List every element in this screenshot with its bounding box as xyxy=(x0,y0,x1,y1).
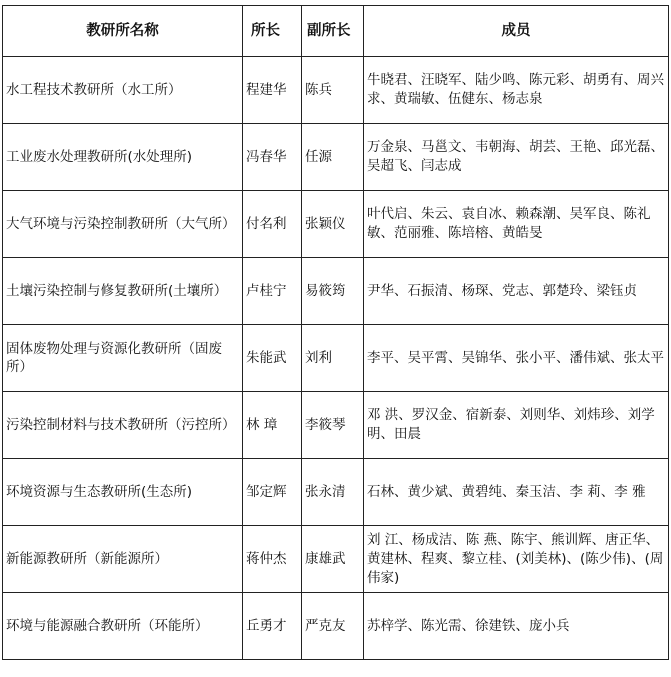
deputy-director: 陈兵 xyxy=(302,57,364,124)
director: 付名利 xyxy=(243,191,302,258)
table-row xyxy=(3,459,669,526)
director: 林 璋 xyxy=(243,392,302,459)
table-row xyxy=(3,526,669,593)
header-deputy-director: 副所长 xyxy=(302,6,364,57)
institute-name: 工业废水处理教研所(水处理所) xyxy=(3,124,243,191)
institute-name: 固体废物处理与资源化教研所（固废所） xyxy=(3,325,243,392)
institute-name: 环境资源与生态教研所(生态所) xyxy=(3,459,243,526)
institute-name: 新能源教研所（新能源所） xyxy=(3,526,243,593)
members: 石林、黄少斌、黄碧纯、秦玉洁、李 莉、李 雅 xyxy=(364,459,669,526)
research-institute-table xyxy=(2,5,669,660)
table-row xyxy=(3,392,669,459)
director: 朱能武 xyxy=(243,325,302,392)
director: 卢桂宁 xyxy=(243,258,302,325)
members: 邓 洪、罗汉金、宿新泰、刘则华、刘炜珍、刘学明、田晨 xyxy=(364,392,669,459)
header-director: 所长 xyxy=(243,6,302,57)
director: 程建华 xyxy=(243,57,302,124)
deputy-director: 易筱筠 xyxy=(302,258,364,325)
director: 邹定辉 xyxy=(243,459,302,526)
institute-name: 污染控制材料与技术教研所（污控所） xyxy=(3,392,243,459)
deputy-director: 张永清 xyxy=(302,459,364,526)
table-row xyxy=(3,258,669,325)
members: 苏梓学、陈光需、徐建铁、庞小兵 xyxy=(364,593,669,660)
members: 刘 江、杨成洁、陈 燕、陈宇、熊训辉、唐正华、黄建林、程爽、黎立桂、(刘美林)、(陈少伟)、(周伟家) xyxy=(364,526,669,593)
deputy-director: 刘利 xyxy=(302,325,364,392)
members: 万金泉、马邕文、韦朝海、胡芸、王艳、邱光磊、吴超飞、闫志成 xyxy=(364,124,669,191)
institute-name: 土壤污染控制与修复教研所(土壤所） xyxy=(3,258,243,325)
institute-name: 大气环境与污染控制教研所（大气所） xyxy=(3,191,243,258)
members: 尹华、石振清、杨琛、党志、郭楚玲、梁钰贞 xyxy=(364,258,669,325)
director: 丘勇才 xyxy=(243,593,302,660)
header-members: 成员 xyxy=(364,6,669,57)
members: 李平、吴平霄、吴锦华、张小平、潘伟斌、张太平 xyxy=(364,325,669,392)
director: 蒋仲杰 xyxy=(243,526,302,593)
deputy-director: 康雄武 xyxy=(302,526,364,593)
director: 冯春华 xyxy=(243,124,302,191)
deputy-director: 严克友 xyxy=(302,593,364,660)
deputy-director: 李筱琴 xyxy=(302,392,364,459)
institute-name: 环境与能源融合教研所（环能所） xyxy=(3,593,243,660)
table-row xyxy=(3,124,669,191)
institute-name: 水工程技术教研所（水工所） xyxy=(3,57,243,124)
members: 牛晓君、汪晓军、陆少鸣、陈元彩、胡勇有、周兴求、黄瑞敏、伍健东、杨志泉 xyxy=(364,57,669,124)
deputy-director: 任源 xyxy=(302,124,364,191)
table-row xyxy=(3,191,669,258)
table-header-row xyxy=(3,6,669,57)
members: 叶代启、朱云、袁自冰、赖森潮、吴军良、陈礼敏、范丽雅、陈培榕、黄皓旻 xyxy=(364,191,669,258)
table-row xyxy=(3,57,669,124)
deputy-director: 张颖仪 xyxy=(302,191,364,258)
table-row xyxy=(3,593,669,660)
table-row xyxy=(3,325,669,392)
header-institute-name: 教研所名称 xyxy=(3,6,243,57)
